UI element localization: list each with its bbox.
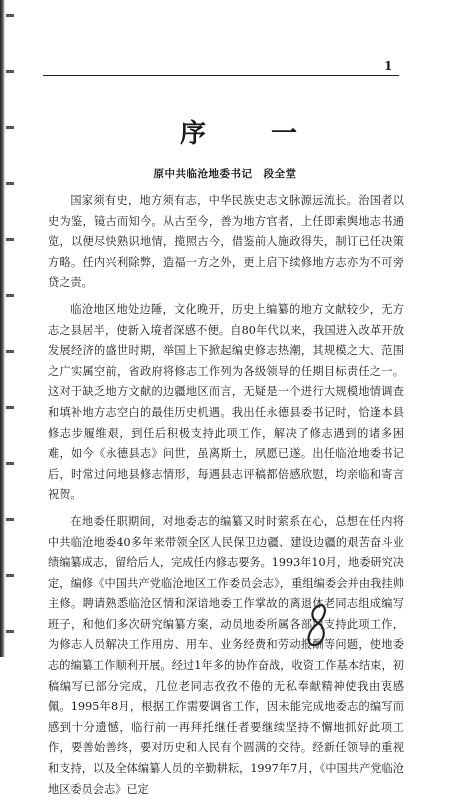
scan-left-edge xyxy=(0,0,5,657)
paragraph: 在地委任职期间，对地委志的编纂又时时萦系在心，总想在任内将中共临沧地委40多年来带领全区人民保卫边疆、建设边疆的艰苦奋斗业绩编纂成志，留给后人，完成任内修志要务。1993年10月，地委研究决定，编修《中国共产党临沧地区工作委员会志》，重组编委会并由我挂帅主修。聘请熟悉临沧区情和深谙地委工作掌故的离退休老同志组成编写班子，和他们多次研究编纂方案，动员地委所属各部门支持此项工作，为修志人员解决工作用房、用车、业务经费和劳动报酬等问题，使地委志的编纂工作顺利开展。经过1年多的协作奋战，收资工作基本结束，初稿编写已部分完成，几位老同志孜孜不倦的无私奉献精神使我由衷感佩。1995年8月，根据工作需要调省工作，因未能完成地委志的编写而感到十分遗憾，临行前一再拜托继任者要继续坚持不懈地抓好此项工作，要善始善终，要对历史和人民有个圆满的交待。经新任领导的重视和支持，以及全体编纂人员的辛勤耕耘，1997年7月，《中国共产党临沧地区委员会志》已定 xyxy=(48,514,404,796)
paragraph: 国家须有史，地方须有志，中华民族史志文脉源远流长。治国者以史为鉴，镜古而知今。从古至今，善为地方官者，上任即索舆地志书通览，以便尽快熟识地情，揽照古今，借鉴前人施政得失，制订已任决策方略。任内兴利除弊，造福一方之外，更上启下续修地方志亦为不可旁贷之责。 xyxy=(48,194,404,290)
handwritten-mark xyxy=(302,601,332,649)
body-text xyxy=(48,191,404,806)
page-title: 序 一 xyxy=(180,119,326,149)
header-rule xyxy=(43,75,399,76)
author-byline: 原中共临沧地委书记 段全堂 xyxy=(153,168,297,180)
paragraph: 临沧地区地处边陲，文化晚开，历史上编纂的地方文献较少，无方志之县居半，使新入境者深感不便。自80年代以来，我国进入改革开放发展经济的盛世时期，举国上下掀起编史修志热潮，其规模之大、范围之广实属空前，省政府将修志工作列为各级领导的任期目标责任之一。这对于缺乏地方文献的边疆地区而言，无疑是一个进行大规模地情调查和填补地方志空白的最佳历史机遇。我出任永德县委书记时，恰逢本县修志步履维艰，到任后积极支持此项工作，解决了修志遇到的诸多困难，如今《永德县志》问世，虽离斯土，夙愿已遂。出任临沧地委书记后，时常过问地县修志情形，每遇县志评稿都倍感欣慰，均亲临和寄言祝贺。 xyxy=(48,302,404,502)
binding-marks xyxy=(6,8,16,648)
page-number: 1 xyxy=(384,59,393,73)
